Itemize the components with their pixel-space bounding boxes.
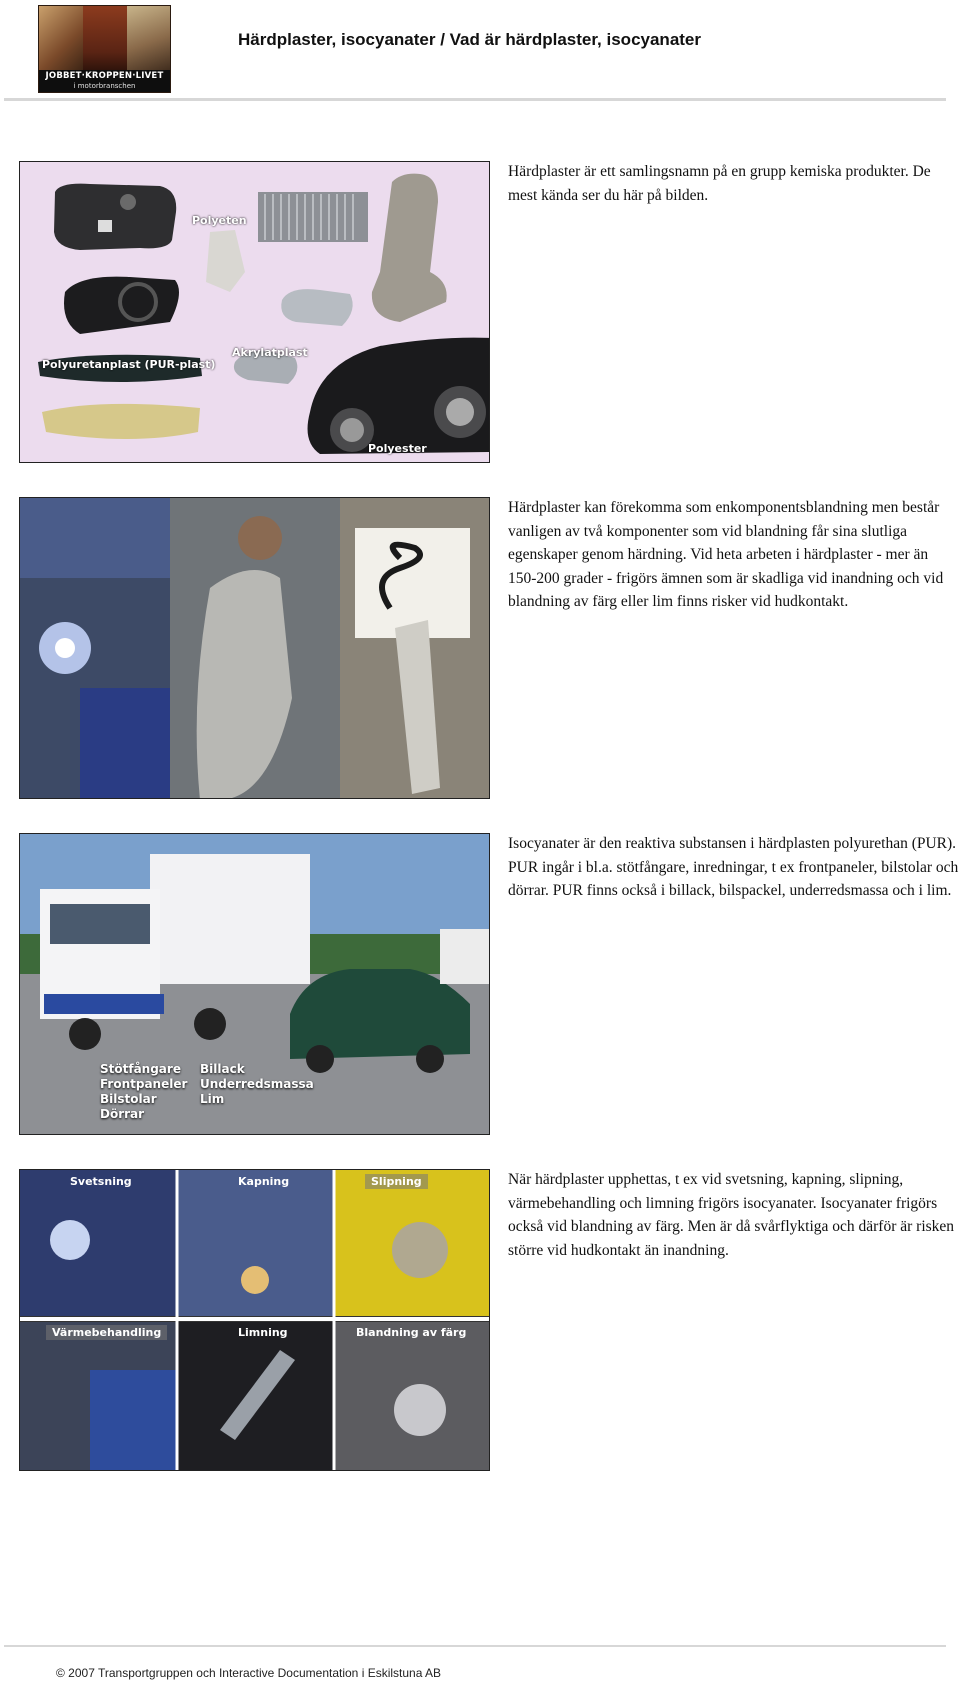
- header-divider: [4, 98, 946, 101]
- logo-photo-tire: [39, 6, 83, 72]
- pur-labels-left: [100, 1062, 187, 1122]
- plastics-illustration: [20, 162, 490, 463]
- logo-band: [39, 70, 170, 92]
- plastics-overview-image: [19, 161, 490, 463]
- pur-labels-right: [200, 1062, 314, 1107]
- label-stotfangare: Stötfångare: [100, 1062, 181, 1076]
- label-lim: Lim: [200, 1092, 225, 1106]
- footer-divider: [4, 1645, 946, 1647]
- operations-grid: [20, 1170, 490, 1471]
- label-bilstolar: Bilstolar: [100, 1092, 157, 1106]
- page-header: [0, 0, 960, 104]
- label-akrylatplast: Akrylatplast: [232, 346, 308, 359]
- label-varmebehandling: Värmebehandling: [46, 1325, 167, 1340]
- logo-photo-person: [127, 6, 170, 72]
- heating-operations-image: [19, 1169, 490, 1471]
- label-billack: Billack: [200, 1062, 245, 1076]
- label-limning: Limning: [238, 1326, 288, 1339]
- logo-line-2: i motorbranschen: [73, 82, 136, 90]
- label-polyeten: Polyeten: [192, 214, 247, 227]
- label-polyuretanplast: Polyuretanplast (PUR-plast): [42, 358, 216, 371]
- section-3-text: Isocyanater är den reaktiva substansen i härdplasten polyurethan (PUR). PUR ingår i bl.a. stötfångare, inredningar, t ex frontpaneler, bilstolar och dörrar. PUR finns också i billack, bilspackel, underredsmassa och i lim.: [508, 835, 959, 899]
- section-1-text: Härdplaster är ett samlingsnamn på en grupp kemiska produkter. De mest kända ser du här på bilden.: [508, 163, 931, 204]
- label-slipning: Slipning: [365, 1174, 428, 1189]
- label-svetsning: Svetsning: [70, 1175, 132, 1188]
- copyright-footer: © 2007 Transportgruppen och Interactive Documentation i Eskilstuna AB: [56, 1666, 442, 1680]
- site-logo[interactable]: [38, 5, 171, 93]
- label-frontpaneler: Frontpaneler: [100, 1077, 188, 1091]
- label-dorrar: Dörrar: [100, 1107, 145, 1121]
- label-blandning-av-farg: Blandning av färg: [356, 1326, 467, 1339]
- hot-work-collage: [20, 498, 490, 799]
- logo-photo-body: [83, 6, 127, 72]
- label-kapning: Kapning: [238, 1175, 290, 1188]
- section-4-text: När härdplaster upphettas, t ex vid svetsning, kapning, slipning, värmebehandling och limning frigörs isocyanater. Isocyanater frigörs också vid blandning av färg. Men är då svårflyktiga och därför är risken större vid hudkontakt än inandning.: [508, 1171, 955, 1259]
- page-title: Härdplaster, isocyanater / Vad är härdplaster, isocyanater: [238, 30, 702, 49]
- section-2-text: Härdplaster kan förekomma som enkomponentsblandning men består vanligen av två komponenter som vid blandning får sina slutliga egenskaper genom härdning. Vid heta arbeten i härdplaster - mer än 150-200 grader - frigörs ämnen som är skadliga vid inandning och vid blandning av färg eller lim finns risker vid hudkontakt.: [508, 499, 944, 610]
- label-polyester: Polyester: [368, 442, 427, 455]
- pur-vehicles-image: [19, 833, 490, 1135]
- label-underredsmassa: Underredsmassa: [200, 1077, 314, 1091]
- logo-line-1: JOBBET·KROPPEN·LIVET: [45, 71, 164, 81]
- hot-work-image: [19, 497, 490, 799]
